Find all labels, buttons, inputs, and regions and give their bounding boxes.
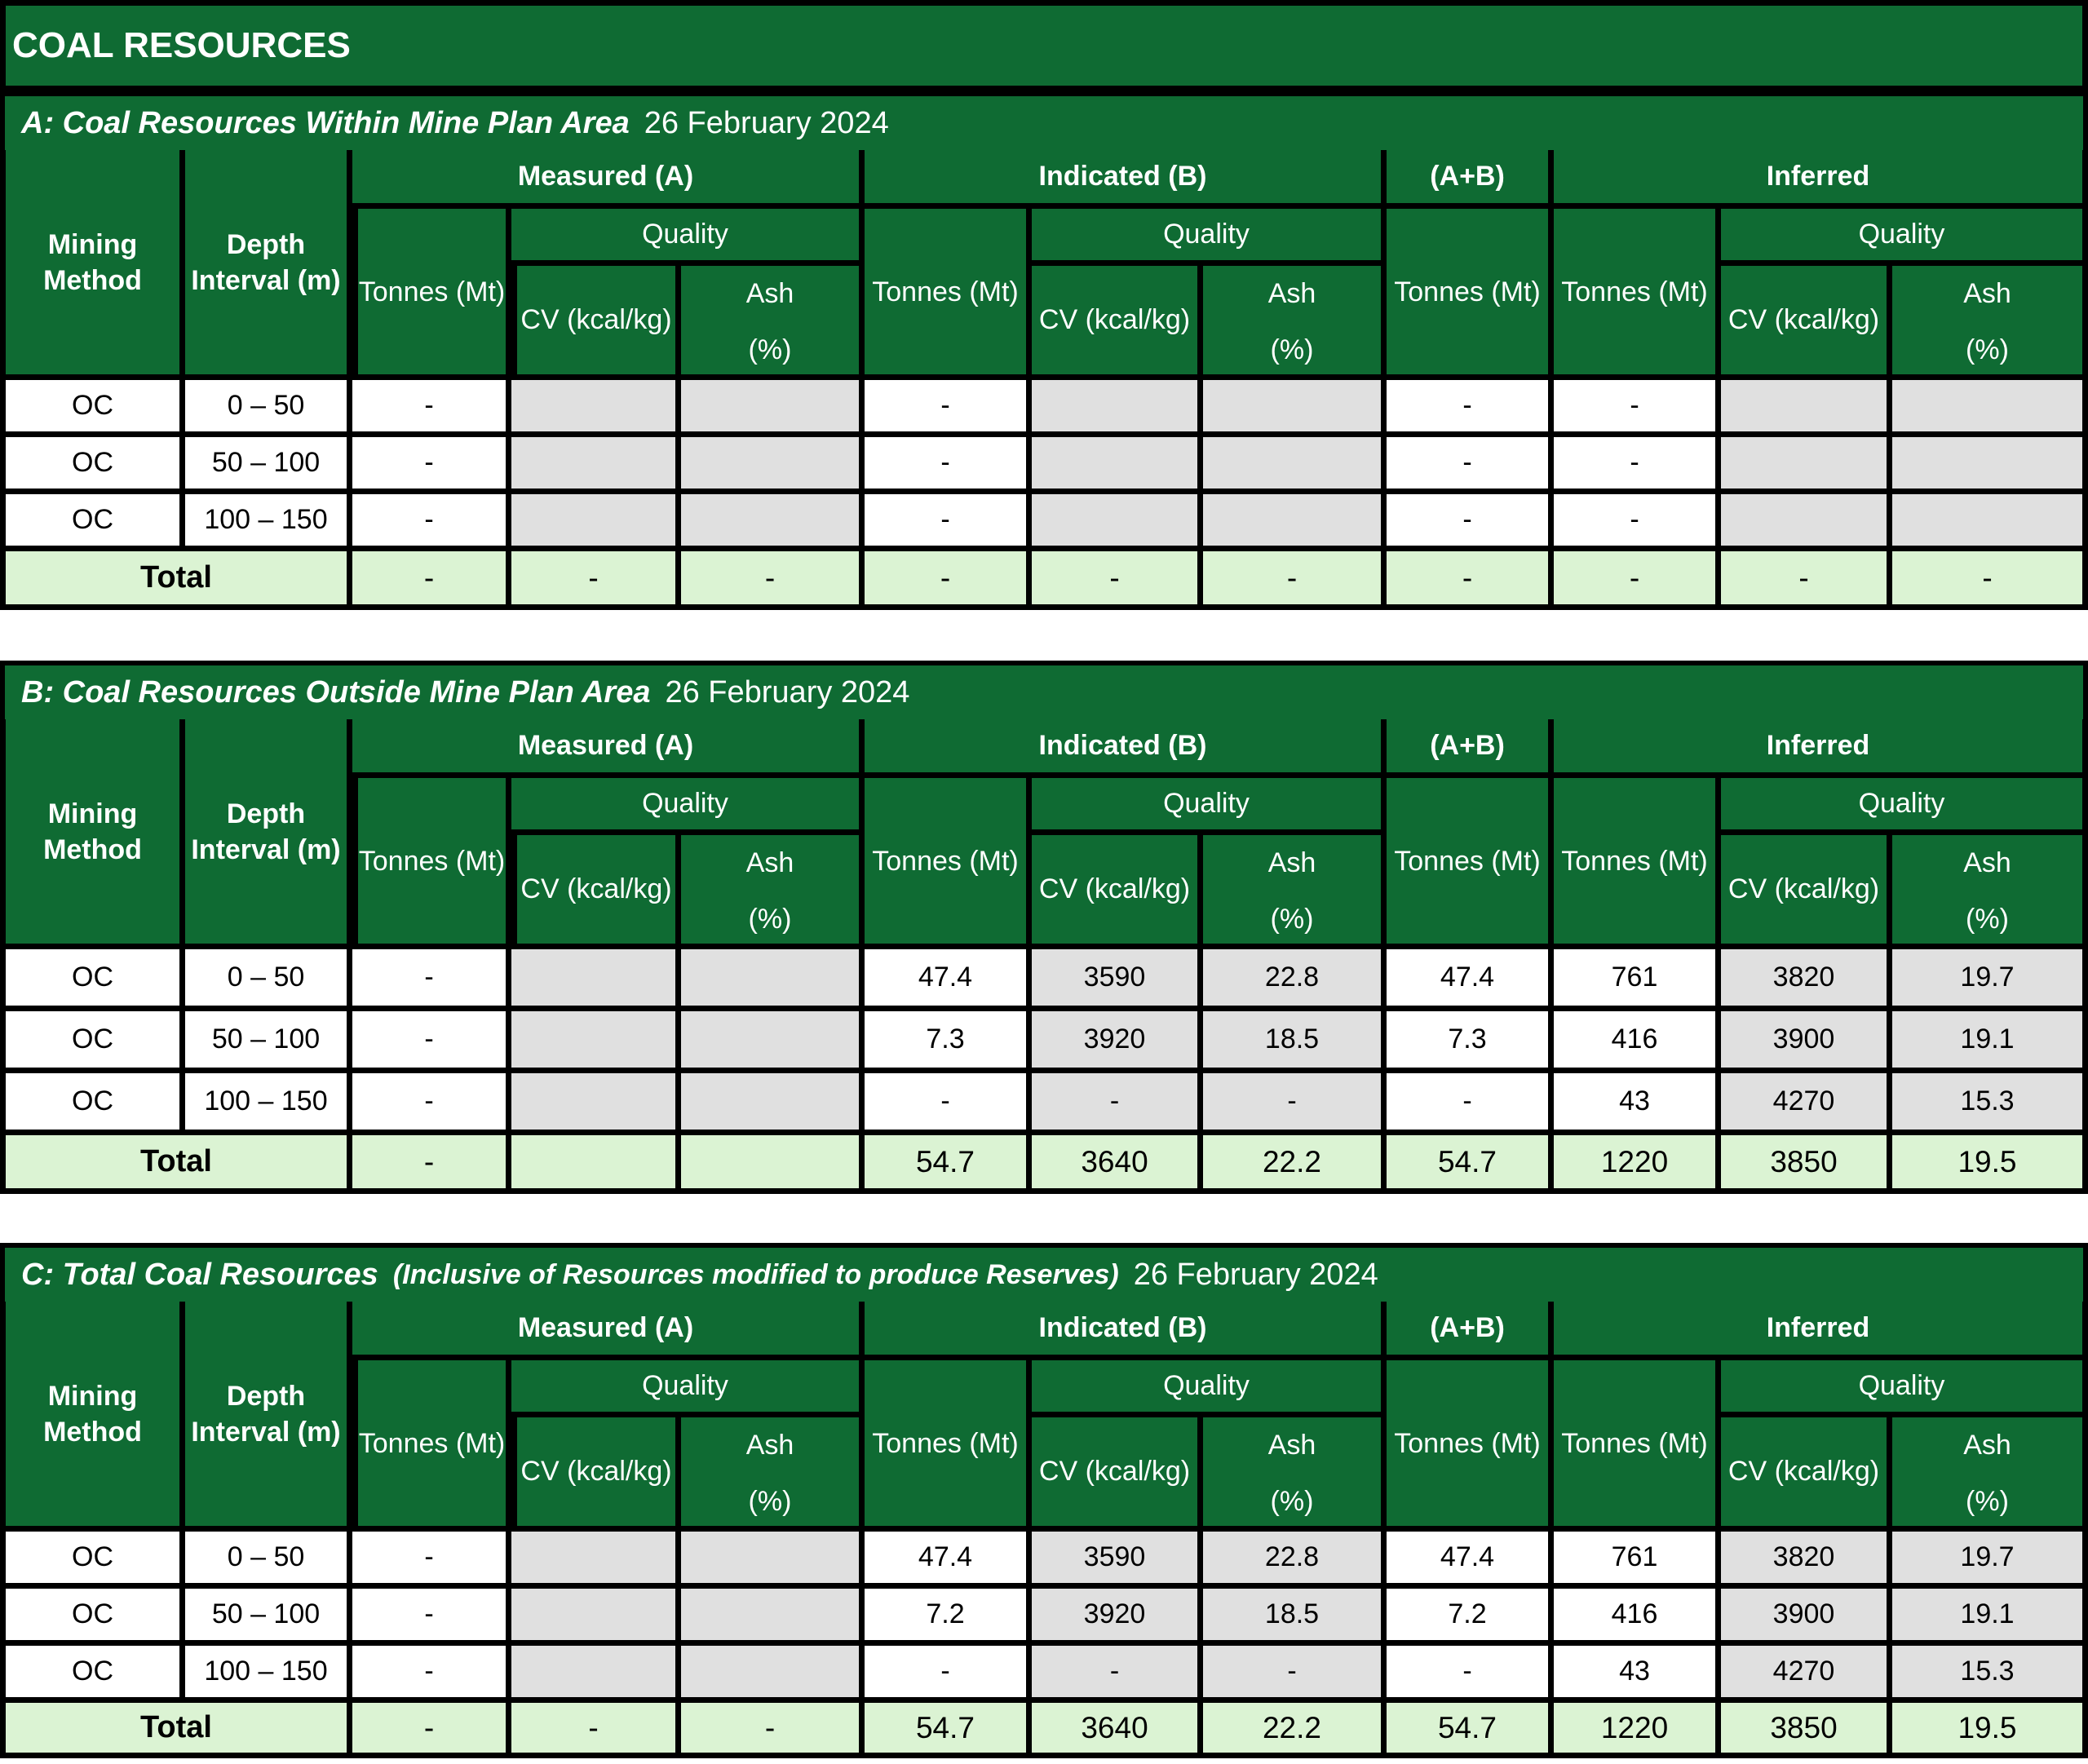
ash-unit: (%) — [1270, 903, 1314, 935]
table-cell — [1892, 437, 2088, 494]
total-cell: - — [352, 1703, 511, 1758]
total-cell: 54.7 — [865, 1135, 1032, 1194]
table-cell: - — [865, 1073, 1032, 1135]
table-row — [0, 1011, 2088, 1073]
mining-method-header: Mining Method — [0, 1302, 185, 1532]
table-cell — [681, 437, 865, 494]
cv-header: CV (kcal/kg) — [1721, 1417, 1892, 1532]
section-c — [0, 1243, 2088, 1758]
total-cell: 19.5 — [1892, 1703, 2088, 1758]
inferred-tonnes-header: Tonnes (Mt) — [1554, 778, 1721, 949]
ash-unit: (%) — [748, 903, 792, 935]
mining-method-header: Mining Method — [0, 719, 185, 949]
table-cell — [1892, 494, 2088, 551]
table-cell: - — [352, 1646, 511, 1703]
table-cell: 416 — [1554, 1589, 1721, 1646]
table-cell: 3920 — [1032, 1589, 1203, 1646]
table-cell: 3820 — [1721, 1532, 1892, 1589]
total-cell — [511, 1135, 681, 1194]
total-cell: - — [352, 551, 511, 610]
ab-tonnes-header: Tonnes (Mt) — [1387, 1360, 1554, 1532]
table-cell: OC — [0, 380, 185, 437]
table-cell — [1721, 380, 1892, 437]
ash-header — [1203, 1417, 1387, 1532]
total-cell: - — [1892, 551, 2088, 610]
table-cell: 18.5 — [1203, 1589, 1387, 1646]
table-cell: 0 – 50 — [185, 380, 352, 437]
cv-header: CV (kcal/kg) — [1032, 1417, 1203, 1532]
table-cell: - — [865, 437, 1032, 494]
section-heading — [0, 661, 2088, 719]
total-cell: - — [1203, 551, 1387, 610]
table-row — [0, 1589, 2088, 1646]
ash-header — [1892, 266, 2088, 380]
table-cell — [1032, 494, 1203, 551]
table-row — [0, 1646, 2088, 1703]
inferred-tonnes-header: Tonnes (Mt) — [1554, 209, 1721, 380]
ab-header: (A+B) — [1387, 150, 1554, 209]
indicated-tonnes-header: Tonnes (Mt) — [865, 1360, 1032, 1532]
measured-tonnes-header: Tonnes (Mt) — [352, 1360, 511, 1532]
total-cell: - — [1032, 551, 1203, 610]
measured-quality-header: Quality — [511, 778, 865, 835]
table-cell: 4270 — [1721, 1646, 1892, 1703]
total-cell: 54.7 — [1387, 1703, 1554, 1758]
table-cell — [1721, 494, 1892, 551]
table-cell: - — [352, 1532, 511, 1589]
total-label: Total — [0, 1703, 352, 1758]
table-cell: - — [352, 494, 511, 551]
table-cell — [511, 1646, 681, 1703]
measured-header: Measured (A) — [352, 719, 865, 778]
ab-header: (A+B) — [1387, 719, 1554, 778]
table-cell — [511, 1532, 681, 1589]
table-cell — [1032, 380, 1203, 437]
table-cell: - — [352, 437, 511, 494]
resource-table — [0, 1302, 2088, 1758]
table-cell: 47.4 — [1387, 949, 1554, 1011]
table-cell: 100 – 150 — [185, 1646, 352, 1703]
table-cell: - — [1554, 494, 1721, 551]
table-cell: 7.2 — [1387, 1589, 1554, 1646]
ash-header — [1203, 835, 1387, 949]
table-cell — [1721, 437, 1892, 494]
section-date: 26 February 2024 — [644, 105, 889, 140]
section-name: C: Total Coal Resources — [21, 1257, 378, 1292]
table-cell: - — [1387, 494, 1554, 551]
section-name: B: Coal Resources Outside Mine Plan Area — [21, 674, 651, 710]
table-cell: 15.3 — [1892, 1646, 2088, 1703]
table-cell: 3900 — [1721, 1589, 1892, 1646]
total-cell: - — [511, 551, 681, 610]
inferred-quality-header: Quality — [1721, 209, 2088, 266]
table-cell: 4270 — [1721, 1073, 1892, 1135]
section-name: A: Coal Resources Within Mine Plan Area — [21, 105, 630, 140]
table-cell: - — [1554, 437, 1721, 494]
table-cell — [681, 1011, 865, 1073]
table-cell — [511, 380, 681, 437]
table-cell: - — [1032, 1646, 1203, 1703]
ash-unit: (%) — [1966, 1485, 2009, 1517]
table-cell — [681, 949, 865, 1011]
table-cell: - — [352, 1073, 511, 1135]
table-cell: 19.1 — [1892, 1011, 2088, 1073]
table-cell — [1203, 494, 1387, 551]
total-cell: 22.2 — [1203, 1703, 1387, 1758]
table-cell: 0 – 50 — [185, 949, 352, 1011]
table-cell: 15.3 — [1892, 1073, 2088, 1135]
table-cell: 3820 — [1721, 949, 1892, 1011]
table-cell: 47.4 — [865, 949, 1032, 1011]
measured-quality-header: Quality — [511, 1360, 865, 1417]
total-cell: - — [1387, 551, 1554, 610]
mining-method-header: Mining Method — [0, 150, 185, 380]
table-cell — [511, 437, 681, 494]
table-row — [0, 949, 2088, 1011]
ash-label: Ash — [1267, 1429, 1316, 1461]
total-cell: - — [681, 551, 865, 610]
total-label: Total — [0, 551, 352, 610]
table-cell: 761 — [1554, 949, 1721, 1011]
indicated-quality-header: Quality — [1032, 209, 1387, 266]
measured-header: Measured (A) — [352, 150, 865, 209]
ab-tonnes-header: Tonnes (Mt) — [1387, 778, 1554, 949]
table-cell: - — [1387, 437, 1554, 494]
cv-header: CV (kcal/kg) — [1721, 266, 1892, 380]
inferred-quality-header: Quality — [1721, 1360, 2088, 1417]
indicated-quality-header: Quality — [1032, 778, 1387, 835]
table-cell — [511, 949, 681, 1011]
table-row — [0, 1073, 2088, 1135]
table-cell: 19.7 — [1892, 949, 2088, 1011]
table-cell: 47.4 — [1387, 1532, 1554, 1589]
table-cell: 7.2 — [865, 1589, 1032, 1646]
section-subtitle: (Inclusive of Resources modified to produce Reserves) — [392, 1258, 1119, 1290]
table-cell — [1892, 380, 2088, 437]
total-row — [0, 1703, 2088, 1758]
measured-header: Measured (A) — [352, 1302, 865, 1360]
table-cell: 43 — [1554, 1073, 1721, 1135]
total-cell: 1220 — [1554, 1135, 1721, 1194]
table-cell: OC — [0, 494, 185, 551]
section-date: 26 February 2024 — [665, 674, 910, 710]
table-cell: 43 — [1554, 1646, 1721, 1703]
cv-header: CV (kcal/kg) — [511, 266, 681, 380]
ash-unit: (%) — [1966, 903, 2009, 935]
table-cell: 7.3 — [1387, 1011, 1554, 1073]
depth-interval-header: Depth Interval (m) — [185, 150, 352, 380]
table-cell: - — [352, 1011, 511, 1073]
ash-label: Ash — [1963, 1429, 2011, 1461]
indicated-header: Indicated (B) — [865, 1302, 1387, 1360]
table-cell: - — [865, 494, 1032, 551]
table-cell — [511, 1073, 681, 1135]
table-cell: 19.1 — [1892, 1589, 2088, 1646]
table-cell: - — [1203, 1073, 1387, 1135]
table-cell: 3920 — [1032, 1011, 1203, 1073]
ash-unit: (%) — [748, 334, 792, 365]
ash-header — [1892, 1417, 2088, 1532]
table-cell: OC — [0, 1011, 185, 1073]
table-cell: OC — [0, 1532, 185, 1589]
table-cell: 7.3 — [865, 1011, 1032, 1073]
ash-unit: (%) — [748, 1485, 792, 1517]
total-cell: - — [1721, 551, 1892, 610]
total-cell — [681, 1135, 865, 1194]
section-date: 26 February 2024 — [1133, 1257, 1378, 1292]
table-cell: - — [1554, 380, 1721, 437]
table-cell: 18.5 — [1203, 1011, 1387, 1073]
resource-table — [0, 719, 2088, 1194]
ash-header — [681, 835, 865, 949]
table-cell — [1032, 437, 1203, 494]
table-cell: OC — [0, 1646, 185, 1703]
ash-label: Ash — [745, 1429, 794, 1461]
inferred-quality-header: Quality — [1721, 778, 2088, 835]
total-cell: 22.2 — [1203, 1135, 1387, 1194]
ash-label: Ash — [1267, 277, 1316, 309]
total-cell: 3640 — [1032, 1703, 1203, 1758]
measured-quality-header: Quality — [511, 209, 865, 266]
resource-table — [0, 150, 2088, 610]
indicated-quality-header: Quality — [1032, 1360, 1387, 1417]
table-row — [0, 1532, 2088, 1589]
total-cell: 3640 — [1032, 1135, 1203, 1194]
table-cell: 3900 — [1721, 1011, 1892, 1073]
ab-tonnes-header: Tonnes (Mt) — [1387, 209, 1554, 380]
total-label: Total — [0, 1135, 352, 1194]
table-cell: OC — [0, 1073, 185, 1135]
total-cell: - — [865, 551, 1032, 610]
measured-tonnes-header: Tonnes (Mt) — [352, 209, 511, 380]
table-cell: 100 – 150 — [185, 494, 352, 551]
table-cell: - — [1387, 1646, 1554, 1703]
table-row — [0, 380, 2088, 437]
table-cell — [681, 494, 865, 551]
table-cell: 22.8 — [1203, 1532, 1387, 1589]
inferred-header: Inferred — [1554, 150, 2088, 209]
inferred-tonnes-header: Tonnes (Mt) — [1554, 1360, 1721, 1532]
cv-header: CV (kcal/kg) — [511, 835, 681, 949]
ash-header — [681, 1417, 865, 1532]
depth-interval-header: Depth Interval (m) — [185, 1302, 352, 1532]
table-cell: 100 – 150 — [185, 1073, 352, 1135]
table-row — [0, 437, 2088, 494]
ash-label: Ash — [1963, 277, 2011, 309]
table-cell: - — [352, 1589, 511, 1646]
table-cell — [681, 1589, 865, 1646]
ash-label: Ash — [1267, 847, 1316, 878]
page-title: COAL RESOURCES — [0, 0, 2088, 91]
ash-header — [1203, 266, 1387, 380]
table-cell — [1203, 437, 1387, 494]
total-cell: - — [511, 1703, 681, 1758]
total-cell: 54.7 — [1387, 1135, 1554, 1194]
table-cell: 50 – 100 — [185, 1011, 352, 1073]
table-row — [0, 494, 2088, 551]
table-cell: 22.8 — [1203, 949, 1387, 1011]
section-heading — [0, 91, 2088, 150]
table-cell: 47.4 — [865, 1532, 1032, 1589]
cv-header: CV (kcal/kg) — [511, 1417, 681, 1532]
table-cell: - — [865, 380, 1032, 437]
table-cell — [1203, 380, 1387, 437]
indicated-header: Indicated (B) — [865, 719, 1387, 778]
indicated-header: Indicated (B) — [865, 150, 1387, 209]
table-cell: 3590 — [1032, 949, 1203, 1011]
cv-header: CV (kcal/kg) — [1721, 835, 1892, 949]
ash-header — [1892, 835, 2088, 949]
total-cell: 54.7 — [865, 1703, 1032, 1758]
table-cell: 50 – 100 — [185, 1589, 352, 1646]
ash-header — [681, 266, 865, 380]
table-cell: OC — [0, 437, 185, 494]
total-cell: 19.5 — [1892, 1135, 2088, 1194]
cv-header: CV (kcal/kg) — [1032, 835, 1203, 949]
table-cell: 3590 — [1032, 1532, 1203, 1589]
table-cell — [681, 1532, 865, 1589]
table-cell: - — [352, 949, 511, 1011]
section-b — [0, 661, 2088, 1194]
indicated-tonnes-header: Tonnes (Mt) — [865, 778, 1032, 949]
table-cell: - — [352, 380, 511, 437]
table-cell: - — [1032, 1073, 1203, 1135]
table-cell: 19.7 — [1892, 1532, 2088, 1589]
table-cell — [511, 1589, 681, 1646]
table-cell — [681, 380, 865, 437]
inferred-header: Inferred — [1554, 1302, 2088, 1360]
cv-header: CV (kcal/kg) — [1032, 266, 1203, 380]
table-cell — [681, 1646, 865, 1703]
depth-interval-header: Depth Interval (m) — [185, 719, 352, 949]
table-cell: 416 — [1554, 1011, 1721, 1073]
ash-unit: (%) — [1270, 334, 1314, 365]
total-row — [0, 551, 2088, 610]
inferred-header: Inferred — [1554, 719, 2088, 778]
table-cell: - — [1387, 380, 1554, 437]
total-cell: 3850 — [1721, 1135, 1892, 1194]
total-cell: - — [681, 1703, 865, 1758]
table-cell: OC — [0, 949, 185, 1011]
total-cell: - — [1554, 551, 1721, 610]
table-cell: OC — [0, 1589, 185, 1646]
ash-unit: (%) — [1966, 334, 2009, 365]
ab-header: (A+B) — [1387, 1302, 1554, 1360]
table-cell: 50 – 100 — [185, 437, 352, 494]
table-cell — [511, 1011, 681, 1073]
table-cell — [681, 1073, 865, 1135]
table-cell: - — [1203, 1646, 1387, 1703]
ash-label: Ash — [745, 277, 794, 309]
table-cell: 761 — [1554, 1532, 1721, 1589]
indicated-tonnes-header: Tonnes (Mt) — [865, 209, 1032, 380]
total-cell: - — [352, 1135, 511, 1194]
ash-label: Ash — [745, 847, 794, 878]
measured-tonnes-header: Tonnes (Mt) — [352, 778, 511, 949]
total-row — [0, 1135, 2088, 1194]
ash-unit: (%) — [1270, 1485, 1314, 1517]
section-a — [0, 91, 2088, 610]
table-cell: - — [865, 1646, 1032, 1703]
table-cell — [511, 494, 681, 551]
table-cell: 0 – 50 — [185, 1532, 352, 1589]
table-cell: - — [1387, 1073, 1554, 1135]
total-cell: 3850 — [1721, 1703, 1892, 1758]
section-heading — [0, 1243, 2088, 1302]
total-cell: 1220 — [1554, 1703, 1721, 1758]
ash-label: Ash — [1963, 847, 2011, 878]
